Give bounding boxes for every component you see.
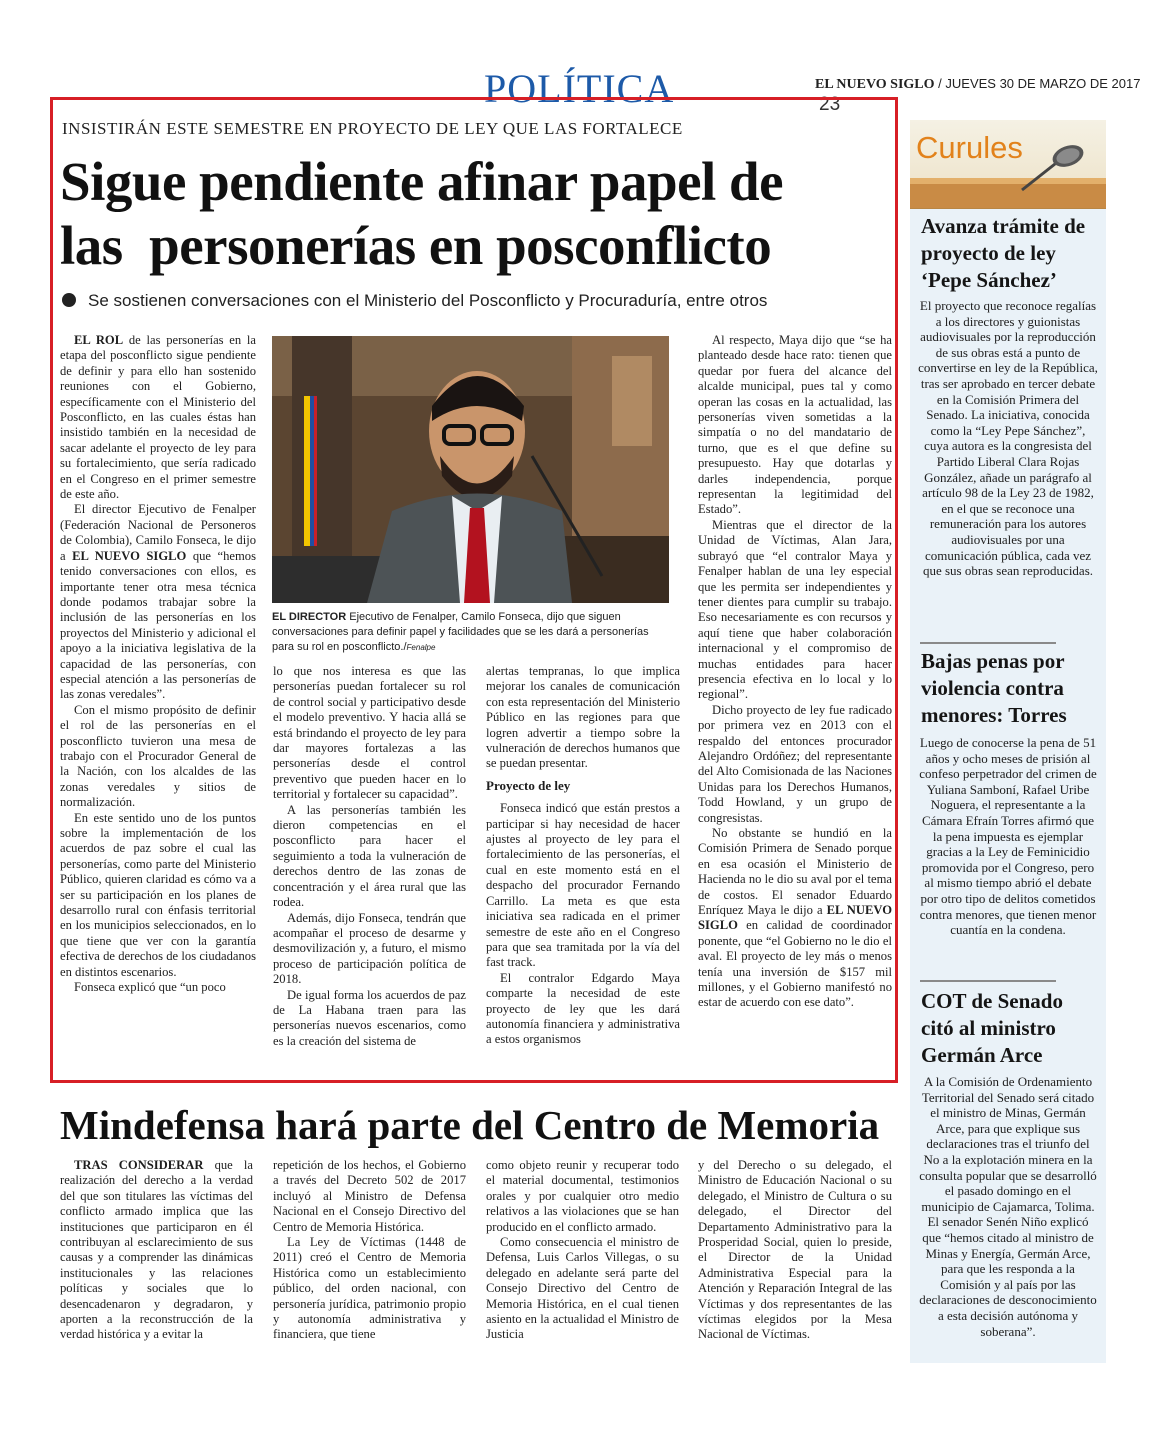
- paper-mention: EL NUEVO SIGLO: [698, 903, 892, 933]
- headline-line-1: Sigue pendiente afinar papel de: [60, 151, 784, 212]
- lead-in: TRAS CONSIDERAR: [74, 1158, 204, 1172]
- second-headline: Mindefensa hará parte del Centro de Memoria: [60, 1102, 880, 1148]
- headline: [60, 150, 880, 278]
- paragraph: repetición de los hechos, el Gobierno a través del Decreto 502 de 2017 incluyó al Ministro de Defensa Nacional en el Consejo Directivo del Centro de Memoria Histórica.: [273, 1158, 466, 1234]
- sidebar-label: Curules: [916, 130, 1023, 165]
- divider: [920, 980, 1056, 982]
- kicker: INSISTIRÁN ESTE SEMESTRE EN PROYECTO DE LEY QUE LAS FORTALECE: [62, 119, 683, 138]
- paragraph-text: que la realización del derecho a la verdad del que son titulares las víctimas del conflicto armado implica que las instituciones que participaron en él contribuyan al esclarecimiento de sus causas y a comprender las dinámicas institucionales y las relaciones políticas y sociales que lo desencadenaron y degradaron, y aporten a la reconstrucción de la verdad histórica y a evitar la: [60, 1158, 253, 1342]
- paragraph: A la Comisión de Ordenamiento Territorial del Senado será citado el ministro de Minas, Germán Arce, para que explique sus declaraciones tras el triunfo del No a la explotación minera en la consulta popular que se desarrolló el pasado domingo en el municipio de Cajamarca, Tolima. El senador Senén Niño explicó que “hemos citado al ministro de Minas y Energía, Germán Arce, para que les responda a la Comisión y al país por las declaraciones de desconocimiento a esta decisión autónoma y soberana”.: [919, 1074, 1097, 1339]
- photo-credit: Fenalpe: [406, 643, 436, 652]
- subheading: Proyecto de ley: [486, 777, 571, 793]
- photo-illustration: [272, 336, 669, 603]
- paragraph: La Ley de Víctimas (1448 de 2011) creó el Centro de Memoria Histórica como un establecimiento público, del orden nacional, con personería jurídica, patrimonio propio y autonomía administrativa y financiera, que tiene: [273, 1235, 466, 1342]
- issue-date: / JUEVES 30 DE MARZO DE 2017: [938, 76, 1141, 91]
- paragraph: Al respecto, Maya dijo que “se ha planteado desde hace rato: tienen que quedar por fuera del alcance del alcalde municipal, pues tal y como operan las cosas en la actualidad, las personerías viven sometidas a la simpatía o no del mandatario de turno, que es el que define su presupuesto. Hay que dotarlas y darles independencia, porque representan la legitimidad del Estado”.: [698, 333, 892, 517]
- paragraph: [60, 1158, 253, 1343]
- paragraph: El proyecto que reconoce regalías a los directores y guionistas audiovisuales por la reproducción de sus obras está a punto de convertirse en ley de la República, tras ser aprobado en tercer debate en la Comisión Primera del Senado. La iniciativa, conocida como la “Ley Pepe Sánchez”, cuya autora es la congresista del Partido Liberal Clara Rojas González, añade un parágrafo al artículo 98 de la Ley 23 de 1982, en el que se reconoce una remuneración para los autores audiovisuales por una comunicación pública, cada vez que sus obras sean reproducidas.: [918, 298, 1098, 579]
- sidebar-headline-2: Bajas penas por violencia contra menores: Torres: [921, 649, 1067, 727]
- second-column-3: [486, 1158, 679, 1343]
- paragraph: [60, 333, 256, 502]
- second-column-1: [60, 1158, 253, 1343]
- headline-line-2: las personerías en posconflicto: [60, 215, 772, 276]
- paragraph: como objeto reunir y recuperar todo el material documental, testimonios orales y por cualquier otro medio relativos a las violaciones que se han producido en el conflicto armado.: [486, 1158, 679, 1234]
- photo-caption: [272, 610, 668, 655]
- bullet-icon: [62, 293, 76, 307]
- article-column-4: [698, 333, 892, 1011]
- article-photo: [272, 336, 669, 603]
- paragraph-text: de las personerías en la etapa del posconflicto sigue pendiente de definir y para ello han sostenido reuniones con el Gobierno, específicamente con el Ministerio del Posconflicto, en las cuales éstas han insistido también en la necesidad de sacar adelante el proyecto de ley para su fortalecimiento, que sería radicado en el Congreso en el primer semestre de este año.: [60, 333, 256, 502]
- section-title: POLÍTICA: [484, 66, 675, 111]
- paragraph: De igual forma los acuerdos de paz de La Habana traen para las personerías nuevos escenarios, como es la creación del sistema de: [273, 987, 466, 1048]
- paragraph: Además, dijo Fonseca, tendrán que acompañar el proceso de desarme y desmovilización y, a futuro, el mismo proceso de participación política de 2018.: [273, 910, 466, 987]
- paper-name: EL NUEVO SIGLO: [815, 77, 935, 92]
- second-column-2: [273, 1158, 466, 1343]
- sidebar-headline-3: COT de Senado citó al ministro Germán Arce: [921, 989, 1063, 1067]
- paragraph: y del Derecho o su delegado, el Ministro de Educación Nacional o su delegado, el Ministro de Cultura o su delegado, el Director del Departamento Administrativo para la Prosperidad Social, quien lo preside, el Director de la Unidad Administrativa Especial para la Atención y Reparación Integral de las Víctimas y dos representantes de las víctimas elegidos por la Mesa Nacional de Víctimas.: [698, 1158, 892, 1342]
- article-column-2: [273, 664, 466, 1049]
- page-number: 23: [819, 94, 841, 115]
- sidebar-text-1: [918, 298, 1098, 579]
- paragraph: En este sentido uno de los puntos sobre la implementación de los acuerdos de paz sobre el cual las personerías, como parte del Ministerio Público, quieren claridad es cómo va a ser su participación en los planes de desarrollo rural con énfasis territorial en los municipios seleccionados, en lo que tiene que ver con la garantía efectiva de derechos de los ciudadanos en distintos escenarios.: [60, 810, 256, 979]
- paragraph: alertas tempranas, lo que implica mejorar los canales de comunicación con esta representación del Ministerio Público en las regiones para que logren advertir a tiempo sobre la vulneración de derechos humanos que se puedan presentar.: [486, 664, 680, 771]
- paragraph: Fonseca explicó que “un poco: [74, 980, 226, 995]
- sidebar-text-2: [918, 735, 1098, 938]
- lead-in: EL ROL: [74, 333, 124, 347]
- paper-mention: EL NUEVO SIGLO: [72, 548, 187, 563]
- paragraph: El contralor Edgardo Maya comparte la necesidad de este proyecto de ley que les dará autonomía financiera y administrativa a estos organismos: [486, 970, 680, 1047]
- paragraph: Como consecuencia el ministro de Defensa, Luis Carlos Villegas, o su delegado en adelante será parte del Consejo Directivo del Centro de Memoria Histórica, en el cual tienen asiento en la actualidad el Ministro de Justicia: [486, 1235, 679, 1342]
- paragraph-text: que “hemos tenido conversaciones con ellos, es importante tener otra mesa técnica donde podamos trabajar sobre la inclusión de las personerías en los proyectos del Ministerio y adicional el apoyo a la iniciativa legislativa de la capacidad de las personerías, con especial atención a las personerías de las zonas veredales”.: [60, 548, 256, 702]
- paragraph: [698, 826, 892, 1011]
- caption-lead: EL DIRECTOR: [272, 611, 347, 623]
- paragraph-text: No obstante se hundió en la Comisión Primera de Senado porque en esa ocasión el Ministerio de Hacienda no le dio su aval por el tema de costos. El senador Eduardo Enríquez Maya le dijo a: [698, 826, 892, 918]
- dek-text: Se sostienen conversaciones con el Ministerio del Posconflicto y Procuraduría, entre otros: [88, 291, 768, 310]
- paragraph: Con el mismo propósito de definir el rol de las personerías en el posconflicto tuvieron una mesa de trabajo con el Procurador General de la Nación, con los alcaldes de las zonas veredales y sitios de normalización.: [60, 702, 256, 810]
- paragraph: Luego de conocerse la pena de 51 años y ocho meses de prisión al confeso perpetrador del crimen de Yuliana Samboní, Rafael Uribe Noguera, el representante a la Cámara Efraín Torres afirmó que la pena impuesta es ejemplar gracias a la Ley de Feminicidio promovida por el Congreso, pero al mismo tiempo abrió el debate por otro tipo de delitos cometidos contra menores, que tienen menor cuantía en la condena.: [919, 735, 1097, 938]
- second-column-4: [698, 1158, 892, 1343]
- paragraph: Dicho proyecto de ley fue radicado por primera vez en 2013 con el respaldo del entonces procurador Alejandro Ordóñez; del representante del Alto Comisionada de las Naciones Unidas para los Derechos Humanos, Todd Howland, y un grupo de congresistas.: [698, 702, 892, 825]
- paragraph: [60, 502, 256, 702]
- article-column-1: [60, 333, 256, 995]
- paragraph-text: en calidad de coordinador ponente, que “el Gobierno no le dio el aval. El proyecto de ley más o menos tenía una inversión de $157 mil millones, y el Gobierno manifestó no estar de acuerdo con ese dato”.: [698, 918, 892, 1010]
- caption-text: Ejecutivo de Fenalper, Camilo Fonseca, dijo que siguen conversaciones para definir papel y facilidades que se les dará a personerías para su rol en posconflicto./: [272, 611, 649, 653]
- dek: [62, 290, 882, 312]
- paragraph-text: El director Ejecutivo de Fenalper (Federación Nacional de Personeros de Colombia), Camilo Fonseca, le dijo a: [60, 502, 256, 563]
- article-column-3: [486, 664, 680, 1048]
- paragraph: Fonseca indicó que están prestos a participar si hay necesidad de hacer ajustes al proyecto de ley para el fortalecimiento de las personerías, el cual en este momento está en el despacho del procurador Fernando Carrillo. La meta es que esta iniciativa sea radicada en el primer semestre de este año en el Congreso para que sea tramitada por la vía del fast track.: [486, 801, 680, 970]
- paragraph: Mientras que el director de la Unidad de Víctimas, Alan Jara, subrayó que “el contralor Maya y Fenalper hablan de una ley especial que les permita ser independientes y tener dientes para cumplir su trabajo. Eso necesariamente es con recursos y aquí tiene que haber colaboración internacional y el compromiso de muchas entidades para hacer presencia efectiva en lo local y lo regional”.: [698, 517, 892, 702]
- paragraph: A las personerías también les dieron competencias en el posconflicto para hacer el seguimiento a toda la vulneración de derechos dentro de las zonas de concentración y el área rural que las rodea.: [273, 802, 466, 910]
- paragraph: lo que nos interesa es que las personerías puedan fortalecer su rol de control social y participativo desde el modelo preventivo. Y hacia allá se está brindando el proyecto de ley para dar mayores fortalezas a las personerías desde el control preventivo que pueden hacer en lo territorial y fortalecer su capacidad”.: [273, 664, 466, 802]
- divider: [920, 642, 1056, 644]
- sidebar-headline-1: Avanza trámite de proyecto de ley ‘Pepe Sánchez’: [921, 214, 1086, 292]
- sidebar-text-3: [918, 1074, 1098, 1339]
